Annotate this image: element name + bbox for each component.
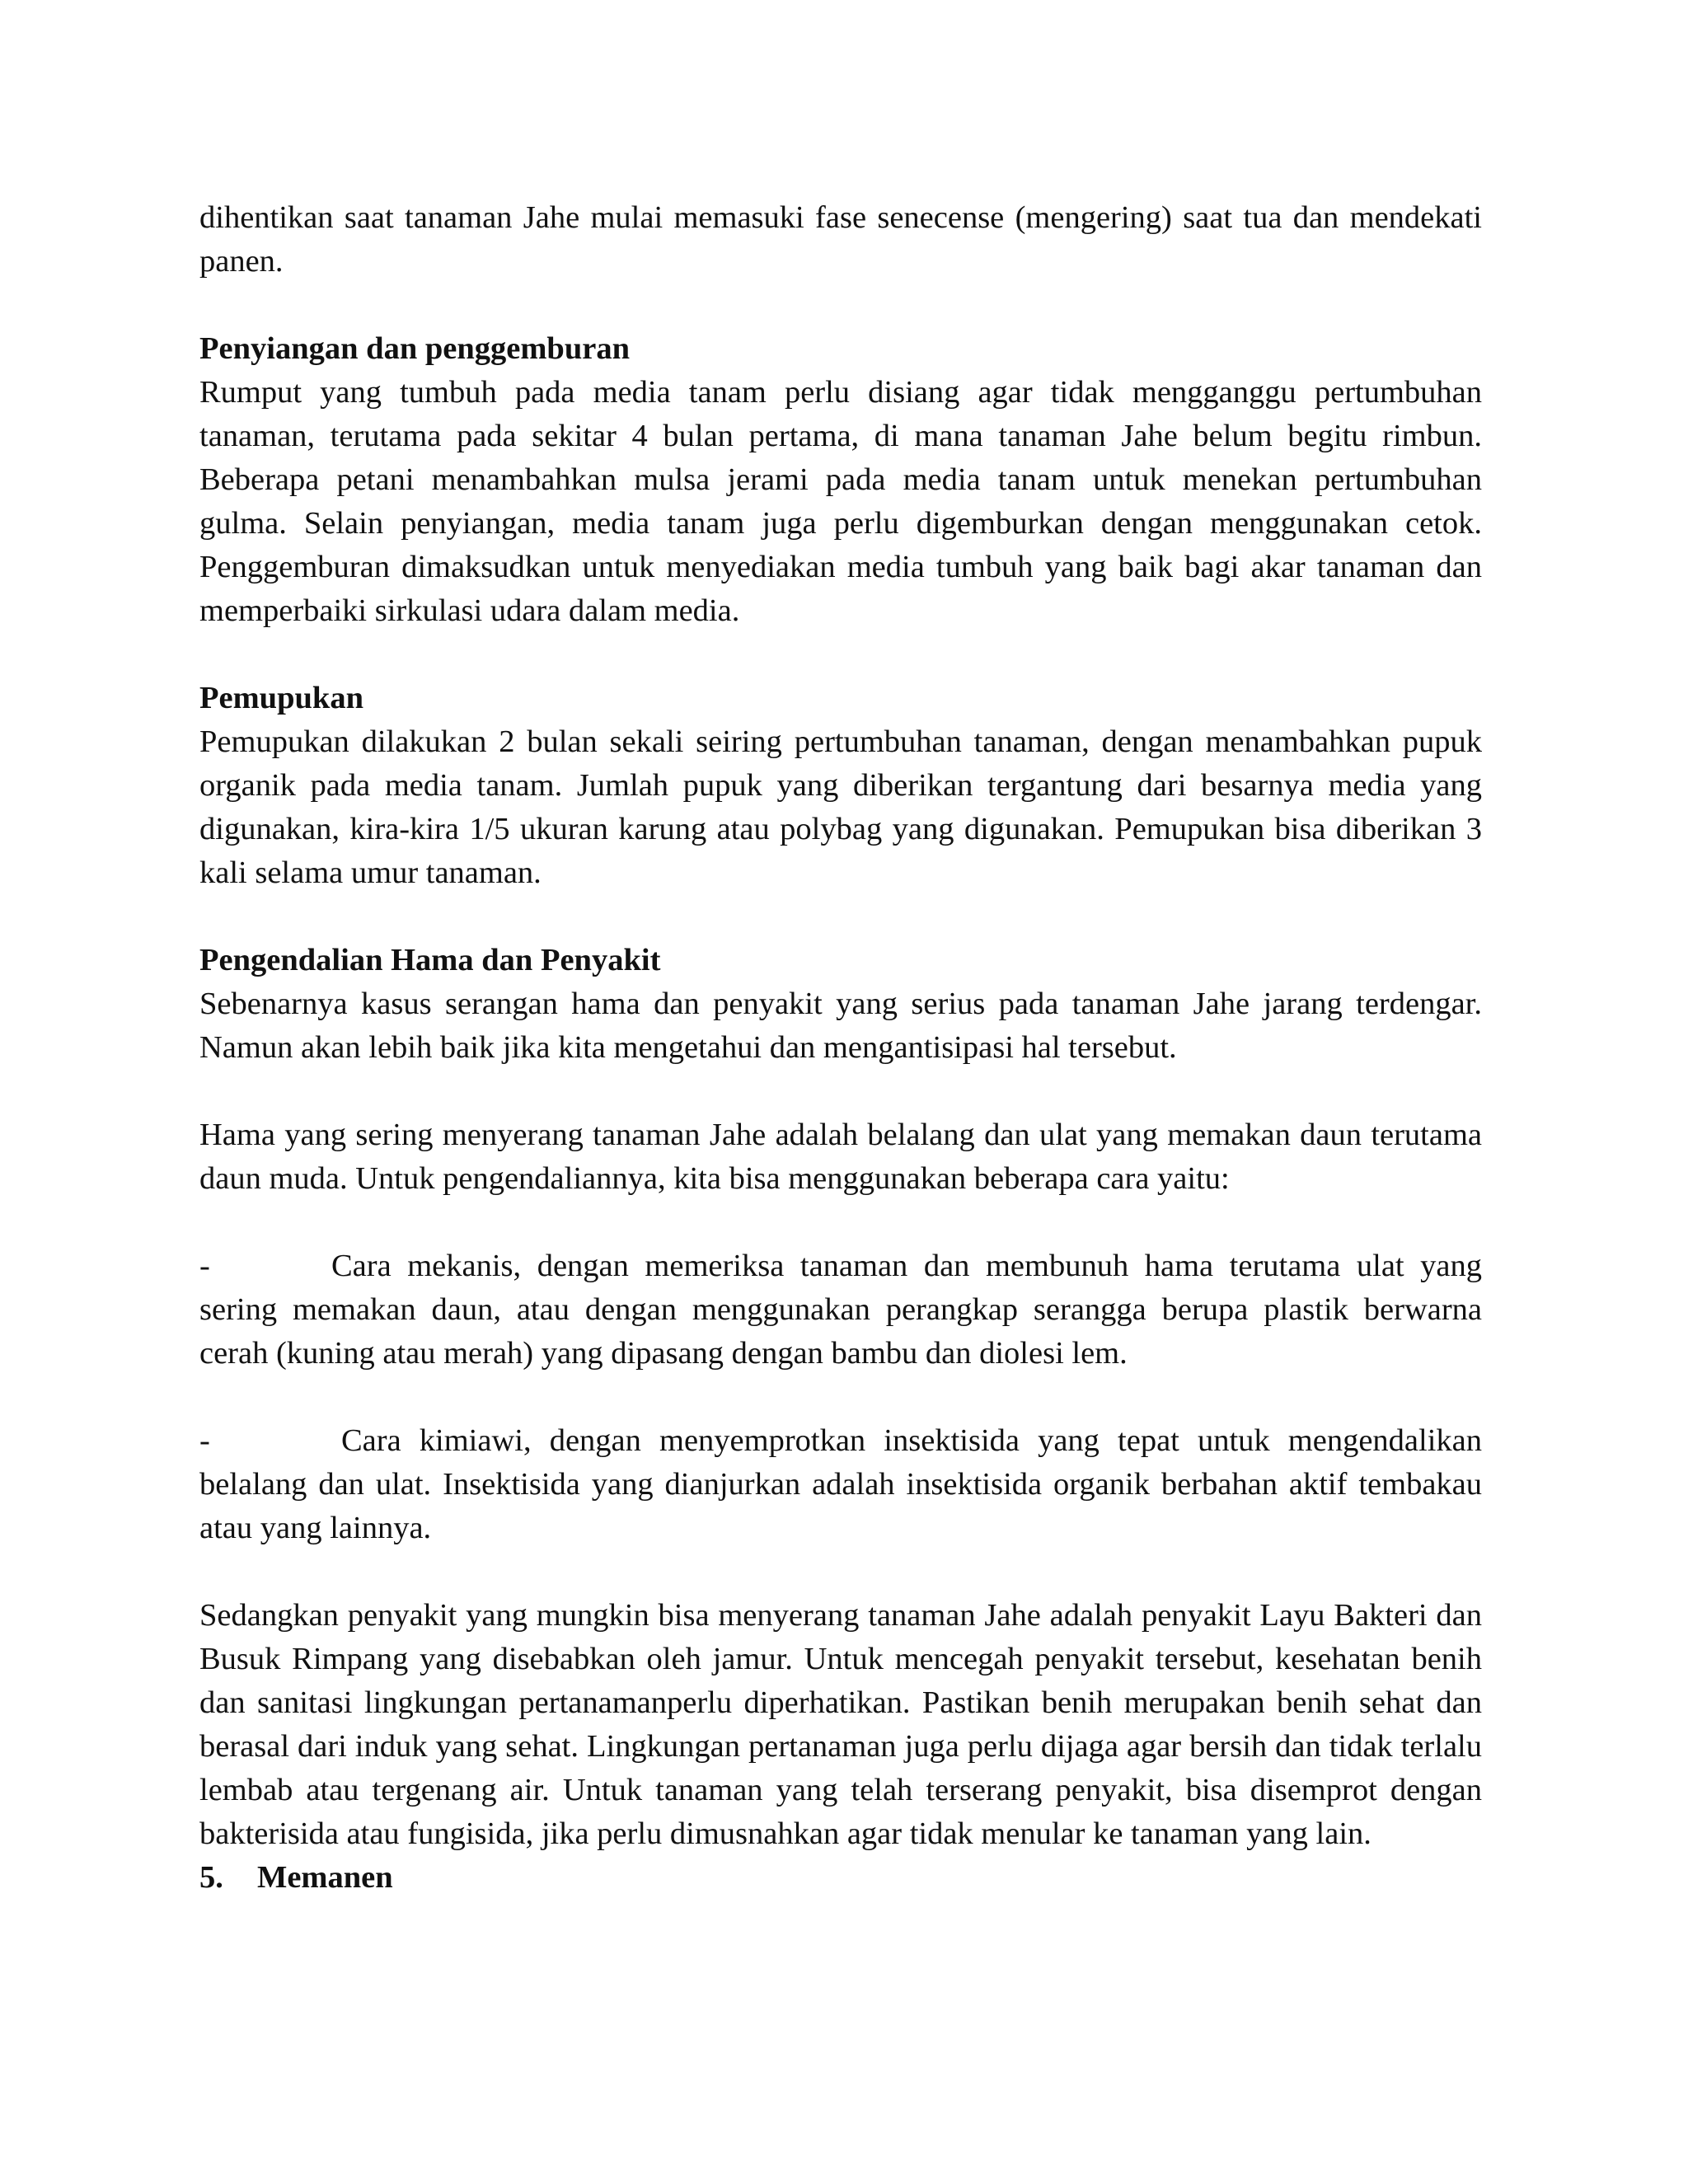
heading-pemupukan: Pemupukan <box>199 681 363 715</box>
list-item-kimiawi <box>199 1419 1482 1550</box>
paragraph-hama-2: Hama yang sering menyerang tanaman Jahe adalah belalang dan ulat yang memakan daun terutama daun muda. Untuk pengendaliannya, kita bisa menggunakan beberapa cara yaitu: <box>199 1118 1482 1196</box>
section-heading-memanen <box>199 1856 1482 1900</box>
spacer <box>199 1376 1482 1419</box>
list-dash: - <box>199 1249 210 1283</box>
paragraph-intro: dihentikan saat tanaman Jahe mulai memasuki fase senecense (mengering) saat tua dan mendekati panen. <box>199 200 1482 279</box>
section-number: 5. <box>199 1860 223 1895</box>
paragraph-penyiangan: Rumput yang tumbuh pada media tanam perlu disiang agar tidak mengganggu pertumbuhan tanaman, terutama pada sekitar 4 bulan pertama, di mana tanaman Jahe belum begitu rimbun. Beberapa petani menambahkan mulsa jerami pada media tanam untuk menekan pertumbuhan gulma. Selain penyiangan, media tanam juga perlu digemburkan dengan menggunakan cetok. Penggemburan dimaksudkan untuk menyediakan media tumbuh yang baik bagi akar tanaman dan memperbaiki sirkulasi udara dalam media. <box>199 375 1482 628</box>
spacer <box>199 633 1482 677</box>
spacer <box>199 895 1482 939</box>
section-title: Memanen <box>257 1860 393 1895</box>
spacer <box>199 1070 1482 1113</box>
heading-penyiangan: Penyiangan dan penggemburan <box>199 331 631 366</box>
paragraph-hama-1: Sebenarnya kasus serangan hama dan penyakit yang serius pada tanaman Jahe jarang terdengar. Namun akan lebih baik jika kita mengetahui dan mengantisipasi hal tersebut. <box>199 987 1482 1065</box>
spacer <box>199 1201 1482 1244</box>
list-item-mekanis <box>199 1244 1482 1376</box>
list-dash: - <box>199 1423 210 1458</box>
document-page <box>199 196 1482 1900</box>
paragraph-penyakit: Sedangkan penyakit yang mungkin bisa menyerang tanaman Jahe adalah penyakit Layu Bakteri dan Busuk Rimpang yang disebabkan oleh jamur. Untuk mencegah penyakit tersebut, kesehatan benih dan sanitasi lingkungan pertanamanperlu diperhatikan. Pastikan benih merupakan benih sehat dan berasal dari induk yang sehat. Lingkungan pertanaman juga perlu dijaga agar bersih dan tidak terlalu lembab atau tergenang air. Untuk tanaman yang telah terserang penyakit, bisa disemprot dengan bakterisida atau fungisida, jika perlu dimusnahkan agar tidak menular ke tanaman yang lain. <box>199 1598 1482 1851</box>
list-item-mekanis-text: Cara mekanis, dengan memeriksa tanaman dan membunuh hama terutama ulat yang sering memakan daun, atau dengan menggunakan perangkap serangga berupa plastik berwarna cerah (kuning atau merah) yang dipasang dengan bambu dan diolesi lem. <box>199 1249 1482 1371</box>
spacer <box>199 1550 1482 1594</box>
list-item-kimiawi-text: Cara kimiawi, dengan menyemprotkan insektisida yang tepat untuk mengendalikan belalang dan ulat. Insektisida yang dianjurkan adalah insektisida organik berbahan aktif tembakau atau yang lainnya. <box>199 1423 1482 1545</box>
heading-hama-penyakit: Pengendalian Hama dan Penyakit <box>199 943 661 977</box>
spacer <box>199 284 1482 327</box>
paragraph-pemupukan: Pemupukan dilakukan 2 bulan sekali seiring pertumbuhan tanaman, dengan menambahkan pupuk organik pada media tanam. Jumlah pupuk yang diberikan tergantung dari besarnya media yang digunakan, kira-kira 1/5 ukuran karung atau polybag yang digunakan. Pemupukan bisa diberikan 3 kali selama umur tanaman. <box>199 724 1482 890</box>
